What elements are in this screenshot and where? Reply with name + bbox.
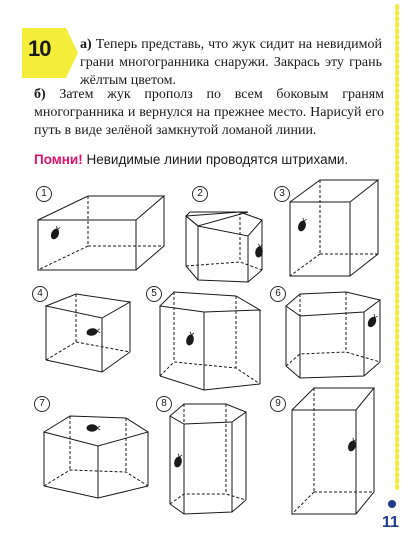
figure-3-number: 3 [274,186,290,202]
part-b-label: б) [34,87,46,102]
page-number: 11 [382,514,399,531]
task-number: 10 [28,36,51,61]
figure-6-number: 6 [270,286,286,302]
figure-2-number: 2 [192,186,208,202]
figure-1-number: 1 [36,186,52,202]
margin-dotted-line [394,0,400,542]
figure-2-pentagonal-prism [186,212,264,282]
figure-5-pentagonal-prism [160,292,260,390]
figure-7-pentagonal-prism [44,416,148,498]
figure-5-number: 5 [146,286,162,302]
figure-9-box [292,388,374,514]
figure-7-number: 7 [34,396,50,412]
figure-4-cube [46,294,130,372]
figure-3-cube [290,180,378,276]
figure-4-number: 4 [32,286,48,302]
figure-9-number: 9 [270,396,286,412]
part-b-text: Затем жук прополз по всем боковым граням многогранника и вернулся на прежнее место. Нарисуй его путь в виде зелёной замкнутой ломаной линии. [34,87,385,138]
figure-1-box [38,196,164,270]
figure-8-number: 8 [156,396,172,412]
part-a-label: а) [80,37,92,52]
remember-text: Невидимые линии проводятся штрихами. [86,152,349,167]
figure-6-hexagonal-prism [286,292,380,378]
figure-8-hexagonal-prism [170,404,246,514]
part-a-text: Теперь представь, что жук сидит на невидимой грани многогранника снаружи. Закрась эту грань жёлтым цветом. [80,37,382,88]
remember-label: Помни! [34,152,83,167]
page-number-dot [388,500,396,508]
